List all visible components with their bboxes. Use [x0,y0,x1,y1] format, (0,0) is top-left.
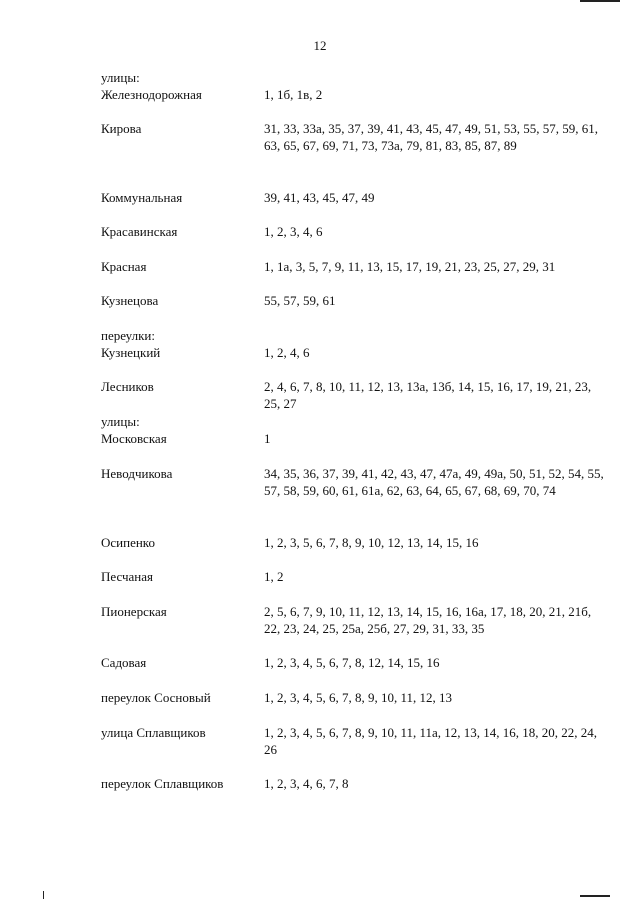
street-label: Песчаная [101,569,154,584]
house-numbers: 39, 41, 43, 45, 47, 49 [264,190,375,205]
street-label: Неводчикова [101,466,173,481]
street-label: улица Сплавщиков [101,725,206,740]
house-numbers: 31, 33, 33а, 35, 37, 39, 41, 43, 45, 47, 49, 51, 53, 55, 57, 59, 61, 63, 65, 67, 69, 71, 73, 73а, 79, 81, 83, 85, 87, 89 [264,121,599,153]
street-label: Лесников [101,379,154,394]
house-numbers: 55, 57, 59, 61 [264,293,336,308]
house-numbers: 1, 1а, 3, 5, 7, 9, 11, 13, 15, 17, 19, 21, 23, 25, 27, 29, 31 [264,259,556,274]
house-numbers: 1, 2, 3, 5, 6, 7, 8, 9, 10, 12, 13, 14, 15, 16 [264,535,479,550]
street-label: Осипенко [101,535,155,550]
street-label: Красная [101,259,147,274]
street-label: Железнодорожная [101,87,202,102]
house-numbers: 1, 2 [264,569,284,584]
street-label: Красавинская [101,224,178,239]
house-numbers: 1, 2, 3, 4, 5, 6, 7, 8, 9, 10, 11, 12, 13 [264,690,453,705]
street-label: Московская [101,431,167,446]
street-label: улицы: [101,414,140,429]
street-label: Коммунальная [101,190,183,205]
house-numbers: 1 [264,431,271,446]
street-label: переулок Сосновый [101,690,211,705]
street-label: Садовая [101,655,147,670]
scan-mark [580,895,610,897]
street-label: улицы: [101,70,140,85]
street-label: Кузнецова [101,293,159,308]
house-numbers: 1, 2, 3, 4, 6 [264,224,323,239]
house-numbers: 2, 4, 6, 7, 8, 10, 11, 12, 13, 13а, 13б, 14, 15, 16, 17, 19, 21, 23, 25, 27 [264,379,592,411]
street-label: переулок Сплавщиков [101,776,224,791]
street-label: Пионерская [101,604,167,619]
scan-mark [43,891,44,899]
house-numbers: 2, 5, 6, 7, 9, 10, 11, 12, 13, 14, 15, 16, 16а, 17, 18, 20, 21, 21б, 22, 23, 24, 25, 25а, 25б, 27, 29, 31, 33, 35 [264,604,592,636]
house-numbers: 1, 1б, 1в, 2 [264,87,323,102]
house-numbers: 34, 35, 36, 37, 39, 41, 42, 43, 47, 47а, 49, 49а, 50, 51, 52, 54, 55, 57, 58, 59, 60, 61, 61а, 62, 63, 64, 65, 67, 68, 69, 70, 74 [264,466,604,498]
street-label: Кузнецкий [101,345,161,360]
house-numbers: 1, 2, 3, 4, 5, 6, 7, 8, 12, 14, 15, 16 [264,655,440,670]
house-numbers: 1, 2, 3, 4, 5, 6, 7, 8, 9, 10, 11, 11а, 12, 13, 14, 16, 18, 20, 22, 24, 26 [264,725,598,757]
page-number: 12 [313,38,327,53]
scan-mark [580,0,620,2]
street-label: Кирова [101,121,142,136]
house-numbers: 1, 2, 4, 6 [264,345,310,360]
house-numbers: 1, 2, 3, 4, 6, 7, 8 [264,776,349,791]
street-label: переулки: [101,328,155,343]
